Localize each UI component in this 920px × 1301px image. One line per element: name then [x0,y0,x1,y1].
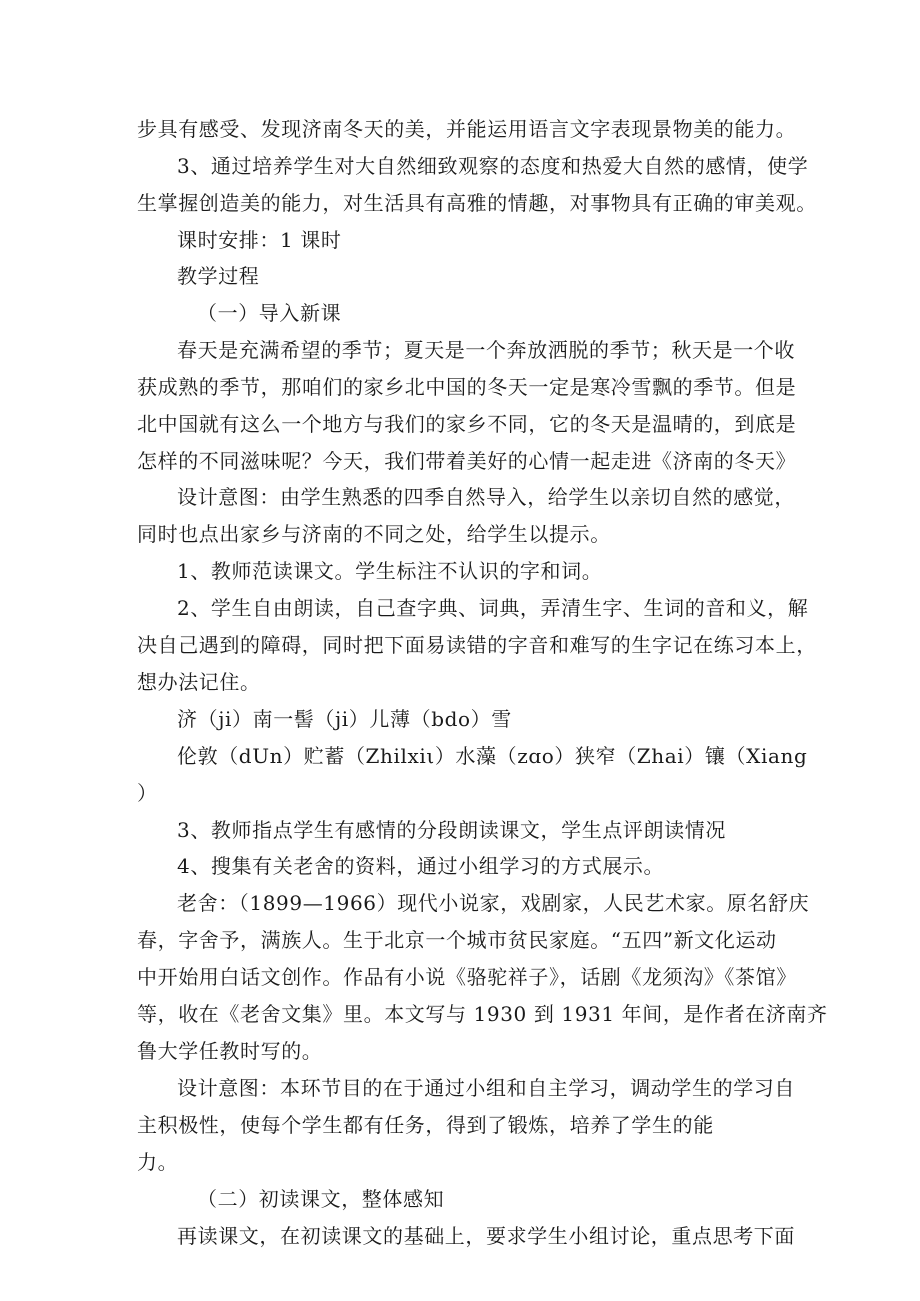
text-line: 济（ji）南一髻（ji）儿薄（bdo）雪 [177,707,512,731]
text-line: 生掌握创造美的能力，对生活具有高雅的情趣，对事物具有正确的审美观。 [137,191,817,215]
text-line: 等，收在《老舍文集》里。本文写与 1930 到 1931 年间，是作者在济南齐 [137,1002,828,1026]
text-line: 鲁大学任教时写的。 [137,1039,323,1063]
text-line: 教学过程 [177,264,260,288]
text-line: 再读课文，在初读课文的基础上，要求学生小组讨论，重点思考下面 [177,1224,795,1248]
text-line: 想办法记住。 [137,670,261,694]
text-line: 力。 [137,1150,179,1174]
text-line: 获成熟的季节，那咱们的家乡北中国的冬天一定是寒冷雪飘的季节。但是 [137,375,797,399]
text-line: 步具有感受、发现济南冬天的美，并能运用语言文字表现景物美的能力。 [137,117,797,141]
text-line: 同时也点出家乡与济南的不同之处，给学生以提示。 [137,522,611,546]
text-line: 决自己遇到的障碍，同时把下面易读错的字音和难写的生字记在练习本上， [137,633,817,657]
text-line: 设计意图：本环节目的在于通过小组和自主学习，调动学生的学习自 [177,1076,795,1100]
text-line: 春，字舍予，满族人。生于北京一个城市贫民家庭。“五四”新文化运动 [137,928,777,952]
text-line: 4、搜集有关老舍的资料，通过小组学习的方式展示。 [177,854,665,878]
text-line: 课时安排：1 课时 [177,228,342,252]
text-line: 怎样的不同滋味呢？今天，我们带着美好的心情一起走进《济南的冬天》 [137,449,797,473]
text-line: 中开始用白话文创作。作品有小说《骆驼祥子》，话剧《龙须沟》《茶馆》 [137,965,797,989]
text-line: 2、学生自由朗读，自己查字典、词典，弄清生字、生词的音和义，解 [177,596,809,620]
text-line: 伦敦（dUn）贮蓄（Zhilxiι）水藻（zɑo）狭窄（Zhai）镶（Xiang [177,744,808,768]
text-line: 主积极性，使每个学生都有任务，得到了锻炼，培养了学生的能 [137,1113,714,1137]
text-line: 北中国就有这么一个地方与我们的家乡不同，它的冬天是温晴的，到底是 [137,412,797,436]
text-line: 设计意图：由学生熟悉的四季自然导入，给学生以亲切自然的感觉， [177,485,795,509]
text-line: 老舍：（1899—1966）现代小说家，戏剧家，人民艺术家。原名舒庆 [177,891,810,915]
text-line: ） [137,781,158,805]
text-line: 3、教师指点学生有感情的分段朗读课文，学生点评朗读情况 [177,818,726,842]
text-line: 3、通过培养学生对大自然细致观察的态度和热爱大自然的感情，使学 [177,154,809,178]
section-heading: （二）初读课文，整体感知 [197,1187,445,1211]
text-line: 1、教师范读课文。学生标注不认识的字和词。 [177,559,603,583]
section-heading: （一）导入新课 [197,301,342,325]
text-line: 春天是充满希望的季节；夏天是一个奔放洒脱的季节；秋天是一个收 [177,338,795,362]
